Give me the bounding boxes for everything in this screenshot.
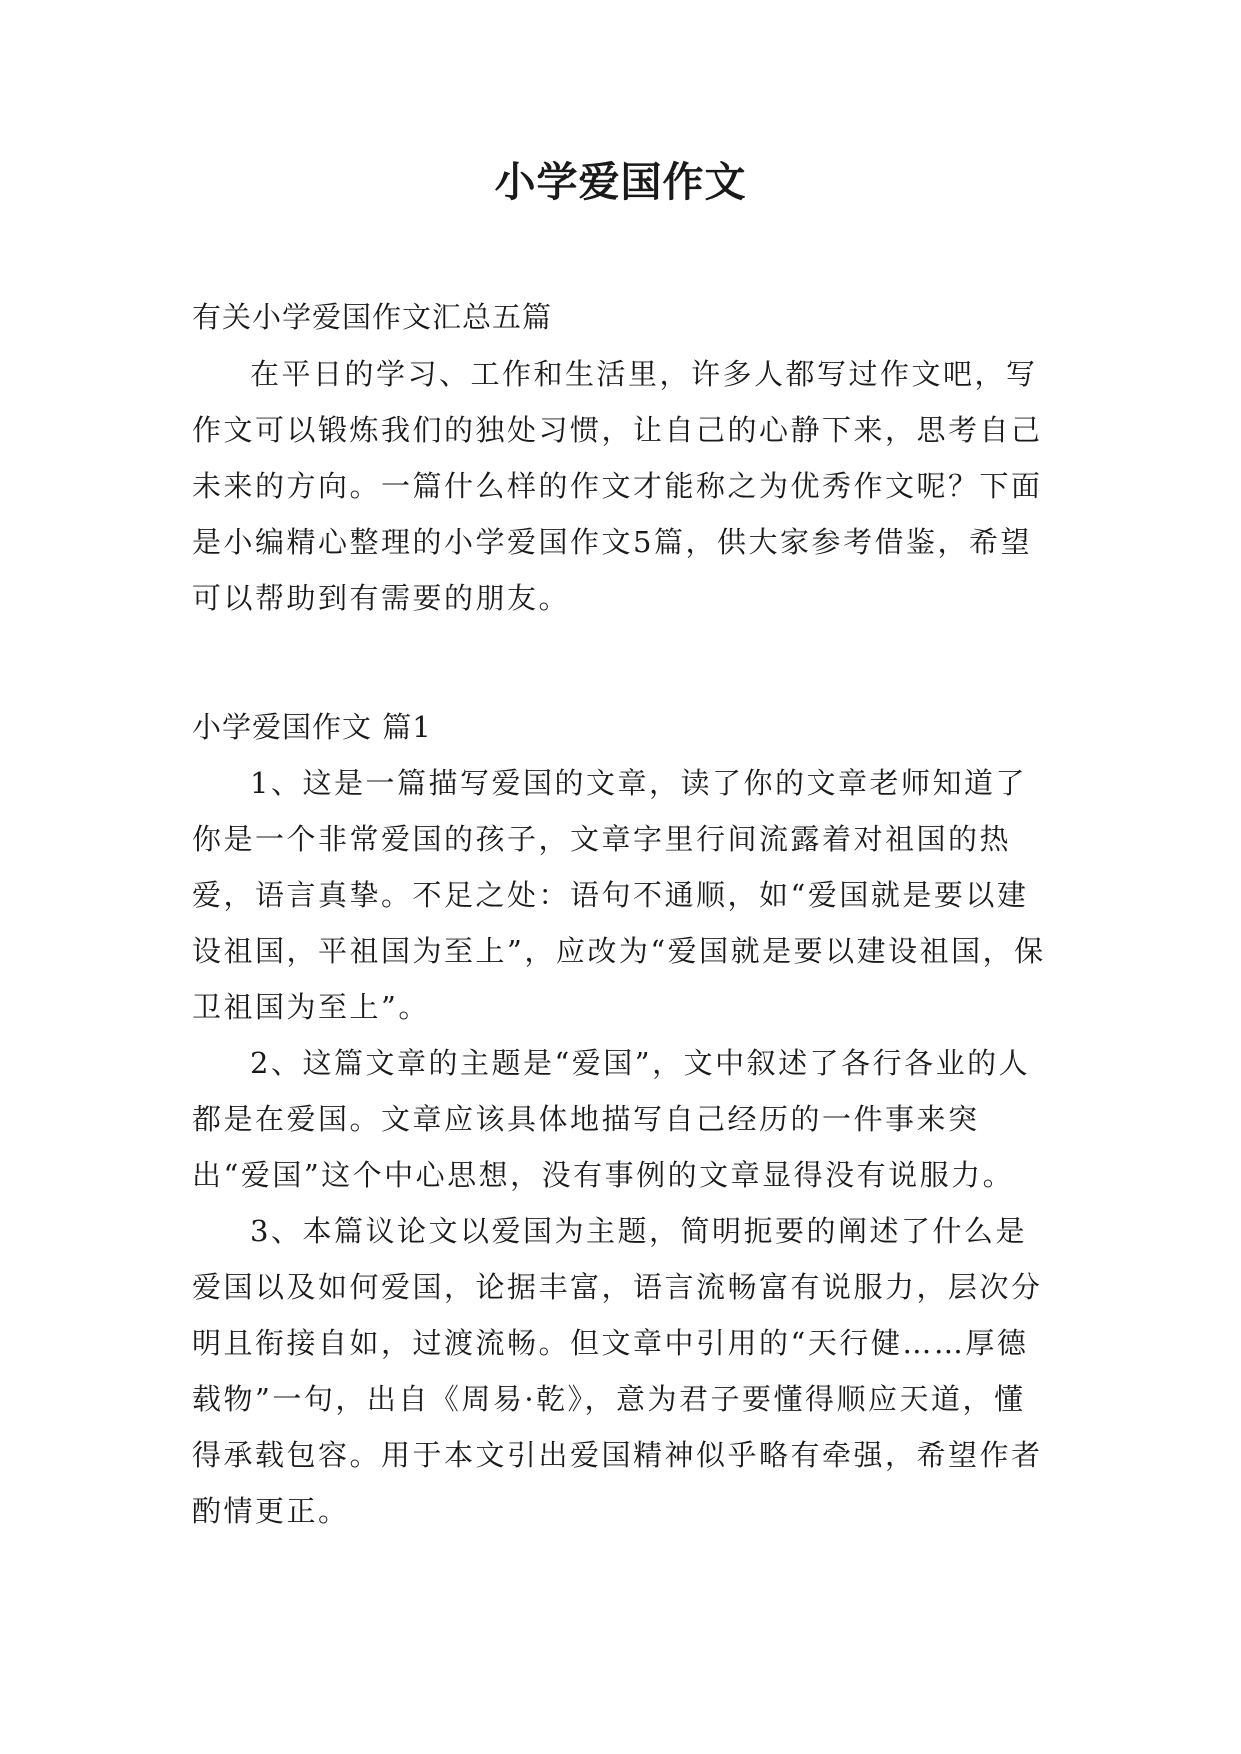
document-title: 小学爱国作文 (494, 158, 747, 206)
intro-heading: 有关小学爱国作文汇总五篇 (192, 300, 553, 334)
comment-paragraph-2: 2、这篇文章的主题是“爱国”，文中叙述了各行各业的人都是在爱国。文章应该具体地描写自己经历的一件事来突出“爱国”这个中心思想，没有事例的文章显得没有说服力。 (192, 1046, 1031, 1192)
section-heading: 小学爱国作文 篇1 (192, 710, 432, 744)
section-block (192, 755, 1050, 1539)
comment-paragraph-1: 1、这是一篇描写爱国的文章，读了你的文章老师知道了你是一个非常爱国的孩子，文章字里行间流露着对祖国的热爱，语言真挚。不足之处：语句不通顺，如“爱国就是要以建设祖国，平祖国为至上”，应改为“爱国就是要以建设祖国，保卫祖国为至上”。 (192, 766, 1046, 1024)
intro-paragraph: 在平日的学习、工作和生活里，许多人都写过作文吧，写作文可以锻炼我们的独处习惯，让自己的心静下来，思考自己未来的方向。一篇什么样的作文才能称之为优秀作文呢？下面是小编精心整理的小学爱国作文5篇，供大家参考借鉴，希望可以帮助到有需要的朋友。 (192, 357, 1043, 615)
intro-block (192, 346, 1050, 626)
comment-paragraph-3: 3、本篇议论文以爱国为主题，简明扼要的阐述了什么是爱国以及如何爱国，论据丰富，语言流畅富有说服力，层次分明且衔接自如，过渡流畅。但文章中引用的“天行健……厚德载物”一句，出自《周易·乾》，意为君子要懂得顺应天道，懂得承载包容。用于本文引出爱国精神似乎略有牵强，希望作者酌情更正。 (192, 1214, 1043, 1528)
